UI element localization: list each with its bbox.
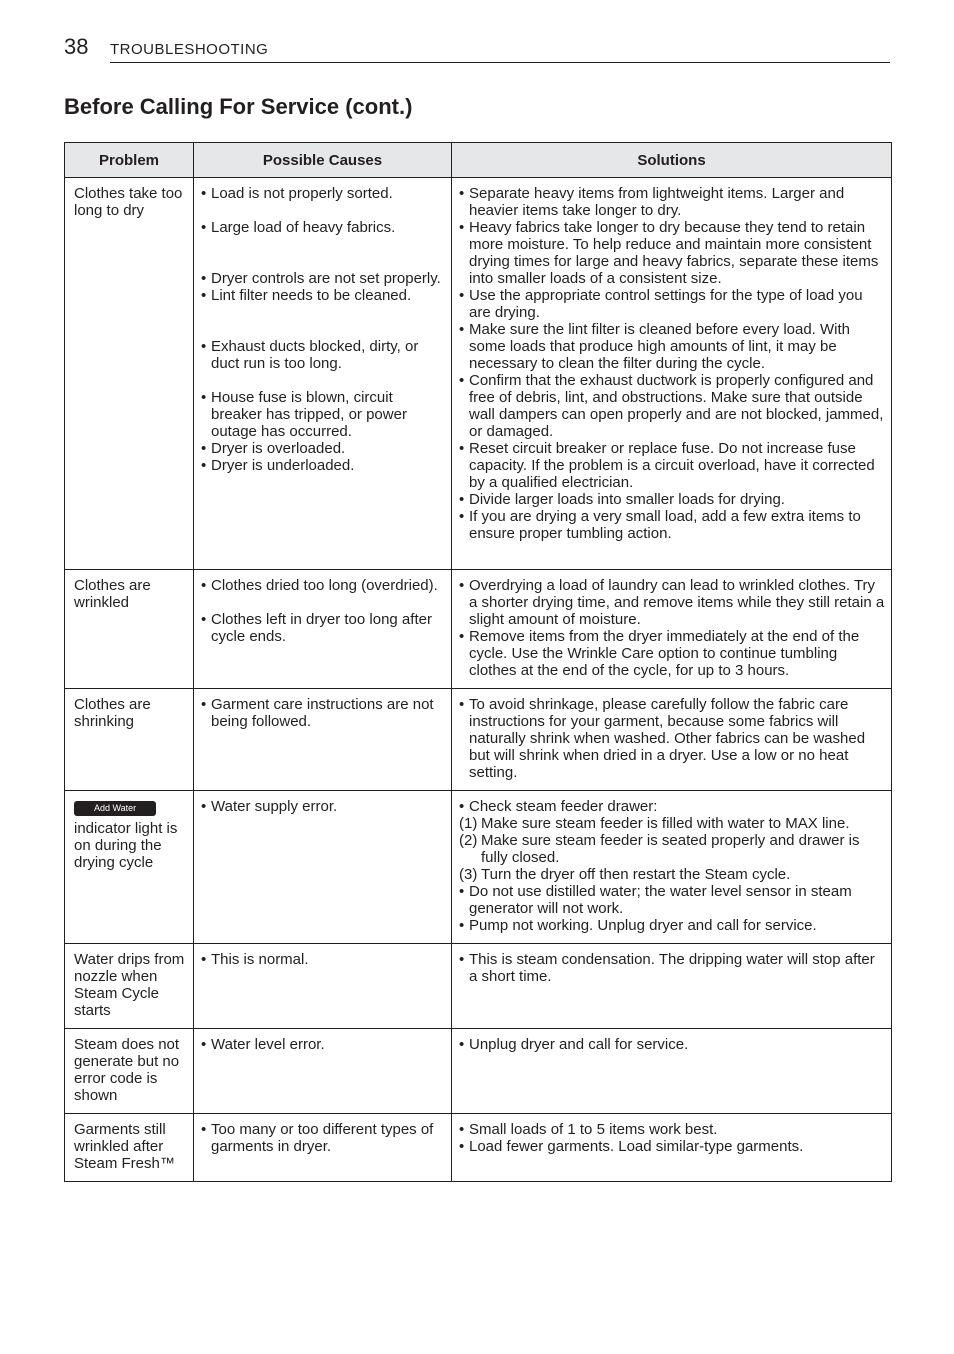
solution-item: • Unplug dryer and call for service. <box>459 1036 885 1053</box>
solution-item: • Do not use distilled water; the water level sensor in steam generator will not work. <box>459 883 885 917</box>
problem-cell: Garments still wrinkled after Steam Fresh™ <box>65 1114 194 1182</box>
header-causes: Possible Causes <box>194 143 452 178</box>
step-text: Turn the dryer off then restart the Steam cycle. <box>481 866 791 883</box>
cause-item: • Dryer is underloaded. <box>201 457 445 474</box>
problem-cell: Clothes are shrinking <box>65 689 194 791</box>
step-text: Make sure steam feeder is filled with water to MAX line. <box>481 815 850 832</box>
cause-item: • Garment care instructions are not being followed. <box>201 696 445 730</box>
step-number: (2) <box>459 832 478 849</box>
solutions-cell <box>452 944 892 1029</box>
cause-item: • Dryer controls are not set properly. <box>201 270 445 287</box>
causes-cell <box>194 178 452 570</box>
table-header-row <box>65 143 892 178</box>
causes-cell <box>194 689 452 791</box>
solutions-cell <box>452 1114 892 1182</box>
solution-item: • To avoid shrinkage, please carefully follow the fabric care instructions for your garment, because some fabrics will naturally shrink when washed. Other fabrics can be washed but will shrink when dried in a dryer. Use a low or no heat setting. <box>459 696 885 781</box>
solutions-cell <box>452 791 892 944</box>
cause-item: • Lint filter needs to be cleaned. <box>201 287 445 304</box>
solution-item: • Load fewer garments. Load similar-type garments. <box>459 1138 885 1155</box>
step-number: (1) <box>459 815 478 832</box>
solution-item: • Separate heavy items from lightweight items. Larger and heavier items take longer to dry. <box>459 185 885 219</box>
page-header <box>64 30 890 64</box>
section-label: TROUBLESHOOTING <box>110 41 269 58</box>
page-title: Before Calling For Service (cont.) <box>64 94 413 119</box>
step-text: Make sure steam feeder is seated properly and drawer is fully closed. <box>481 832 860 866</box>
cause-item: • Too many or too different types of garments in dryer. <box>201 1121 445 1155</box>
solution-item: • Confirm that the exhaust ductwork is properly configured and free of debris, lint, and obstructions. Make sure that outside wall dampers can open properly and are not blocked, jammed, or damaged. <box>459 372 885 440</box>
causes-cell <box>194 570 452 689</box>
cause-item: • Exhaust ducts blocked, dirty, or duct run is too long. <box>201 338 445 372</box>
add-water-indicator-badge: Add Water <box>74 801 156 816</box>
table-row <box>65 689 892 791</box>
problem-cell: Water drips from nozzle when Steam Cycle starts <box>65 944 194 1029</box>
solution-item: • Pump not working. Unplug dryer and call for service. <box>459 917 885 934</box>
cause-item: • This is normal. <box>201 951 445 968</box>
solution-item: • Check steam feeder drawer: <box>459 798 885 815</box>
cause-item: • Load is not properly sorted. <box>201 185 445 202</box>
cause-item: • Dryer is overloaded. <box>201 440 445 457</box>
problem-cell: Clothes take too long to dry <box>65 178 194 570</box>
solution-item: • This is steam condensation. The dripping water will stop after a short time. <box>459 951 885 985</box>
problem-cell: Steam does not generate but no error code is shown <box>65 1029 194 1114</box>
solution-item: • Small loads of 1 to 5 items work best. <box>459 1121 885 1138</box>
table-row <box>65 1114 892 1182</box>
solution-item: • If you are drying a very small load, add a few extra items to ensure proper tumbling action. <box>459 508 885 542</box>
solution-item: • Make sure the lint filter is cleaned before every load. With some loads that produce high amounts of lint, it may be necessary to clean the filter during the cycle. <box>459 321 885 372</box>
troubleshooting-table <box>64 142 892 1182</box>
causes-cell <box>194 944 452 1029</box>
causes-cell <box>194 1029 452 1114</box>
solutions-cell <box>452 1029 892 1114</box>
solution-step <box>459 866 885 883</box>
table-row <box>65 944 892 1029</box>
page-number: 38 <box>64 34 89 59</box>
table-row <box>65 791 892 944</box>
solution-item: • Use the appropriate control settings for the type of load you are drying. <box>459 287 885 321</box>
solution-step <box>459 832 885 866</box>
solution-item: • Divide larger loads into smaller loads for drying. <box>459 491 885 508</box>
header-solutions: Solutions <box>452 143 892 178</box>
cause-item: • Large load of heavy fabrics. <box>201 219 445 236</box>
causes-cell <box>194 1114 452 1182</box>
cause-item: • Water supply error. <box>201 798 445 815</box>
problem-cell: Clothes are wrinkled <box>65 570 194 689</box>
problem-text: indicator light is on during the drying cycle <box>74 820 178 871</box>
solution-item: • Overdrying a load of laundry can lead to wrinkled clothes. Try a shorter drying time, and remove items while they still retain a slight amount of moisture. <box>459 577 885 628</box>
cause-item: • House fuse is blown, circuit breaker has tripped, or power outage has occurred. <box>201 389 445 440</box>
header-problem: Problem <box>65 143 194 178</box>
solution-step <box>459 815 885 832</box>
table-row <box>65 570 892 689</box>
solution-item: • Remove items from the dryer immediately at the end of the cycle. Use the Wrinkle Care option to continue tumbling clothes at the end of the cycle, for up to 3 hours. <box>459 628 885 679</box>
causes-cell <box>194 791 452 944</box>
problem-cell <box>65 791 194 944</box>
solutions-cell <box>452 178 892 570</box>
solution-item: • Reset circuit breaker or replace fuse. Do not increase fuse capacity. If the problem is a circuit overload, have it corrected by a qualified electrician. <box>459 440 885 491</box>
cause-item: • Water level error. <box>201 1036 445 1053</box>
solutions-cell <box>452 689 892 791</box>
solutions-cell <box>452 570 892 689</box>
cause-item: • Clothes dried too long (overdried). <box>201 577 445 594</box>
table-row <box>65 178 892 570</box>
header-rule <box>110 62 890 63</box>
cause-item: • Clothes left in dryer too long after cycle ends. <box>201 611 445 645</box>
step-number: (3) <box>459 866 478 883</box>
solution-item: • Heavy fabrics take longer to dry because they tend to retain more moisture. To help reduce and maintain more consistent drying times for large and heavy fabrics, separate these items into smaller loads of a consistent size. <box>459 219 885 287</box>
table-row <box>65 1029 892 1114</box>
